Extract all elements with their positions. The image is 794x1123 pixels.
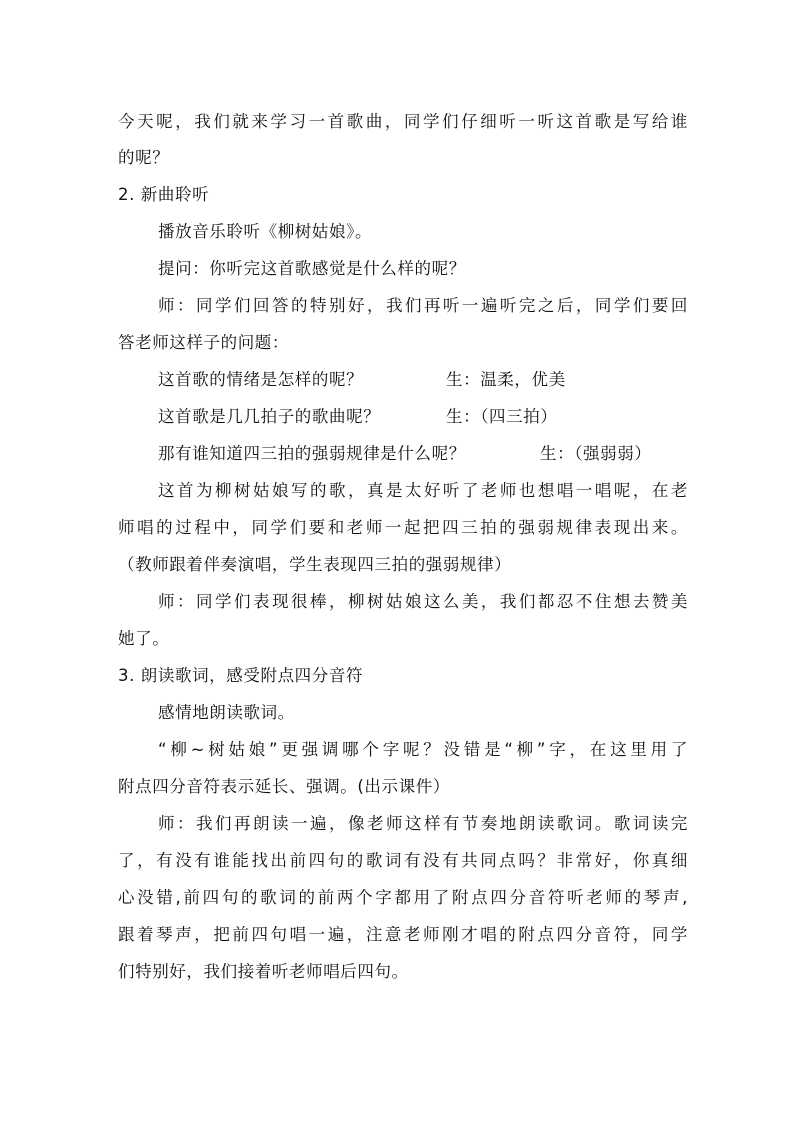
paragraph-line: 附点四分音符表示延长、强调。(出示课件） [118,777,450,796]
paragraph-line: 师：我们再朗读一遍，像老师这样有节奏地朗读歌词。歌词读完 [158,814,688,833]
paragraph-line: 师：同学们表现很棒，柳树姑娘这么美，我们都忍不住想去赞美 [158,592,688,611]
paragraph-line: 答老师这样子的问题： [118,333,289,352]
answer-text: 生：（四三拍） [446,407,558,426]
answer-text: 生：温柔，优美 [446,370,566,389]
paragraph-line: 师：同学们回答的特别好，我们再听一遍听完之后，同学们要回 [158,296,688,315]
paragraph-line: 播放音乐聆听《柳树姑娘》。 [158,222,373,241]
paragraph-line: 师唱的过程中，同学们要和老师一起把四三拍的强弱规律表现出来。 [118,518,688,537]
question-line: 这首歌是几几拍子的歌曲呢？ [158,407,381,426]
question-line: 那有谁知道四三拍的强弱规律是什么呢？ [158,444,466,463]
paragraph-line: 们特别好，我们接着听老师唱后四句。 [118,962,409,981]
paragraph-line: 感情地朗读歌词。 [158,703,295,722]
paragraph-line: 这首为柳树姑娘写的歌，真是太好听了老师也想唱一唱呢，在老 [158,481,688,500]
paragraph-line: 跟着琴声，把前四句唱一遍，注意老师刚才唱的附点四分音符，同学 [118,925,688,944]
paragraph-line: 她了。 [118,629,170,648]
paragraph-line: 心没错,前四句的歌词的前两个字都用了附点四分音符听老师的琴声, [118,888,688,907]
question-line: 这首歌的情绪是怎样的呢？ [158,370,364,389]
section-heading: 2. 新曲聆听 [118,185,210,204]
paragraph-line: 今天呢，我们就来学习一首歌曲，同学们仔细听一听这首歌是写给谁 [118,112,688,131]
paragraph-line: “柳~树姑娘”更强调哪个字呢？没错是“柳”字，在这里用了 [158,740,688,759]
section-heading: 3. 朗读歌词，感受附点四分音符 [118,666,364,685]
paragraph-line: 的呢？ [118,148,170,167]
paragraph-line: 提问：你听完这首歌感觉是什么样的呢？ [158,259,466,278]
paragraph-line: （教师跟着伴奏演唱，学生表现四三拍的强弱规律） [118,555,512,574]
answer-text: 生：（强弱弱） [540,444,652,463]
paragraph-line: 了，有没有谁能找出前四句的歌词有没有共同点吗？非常好，你真细 [118,851,688,870]
